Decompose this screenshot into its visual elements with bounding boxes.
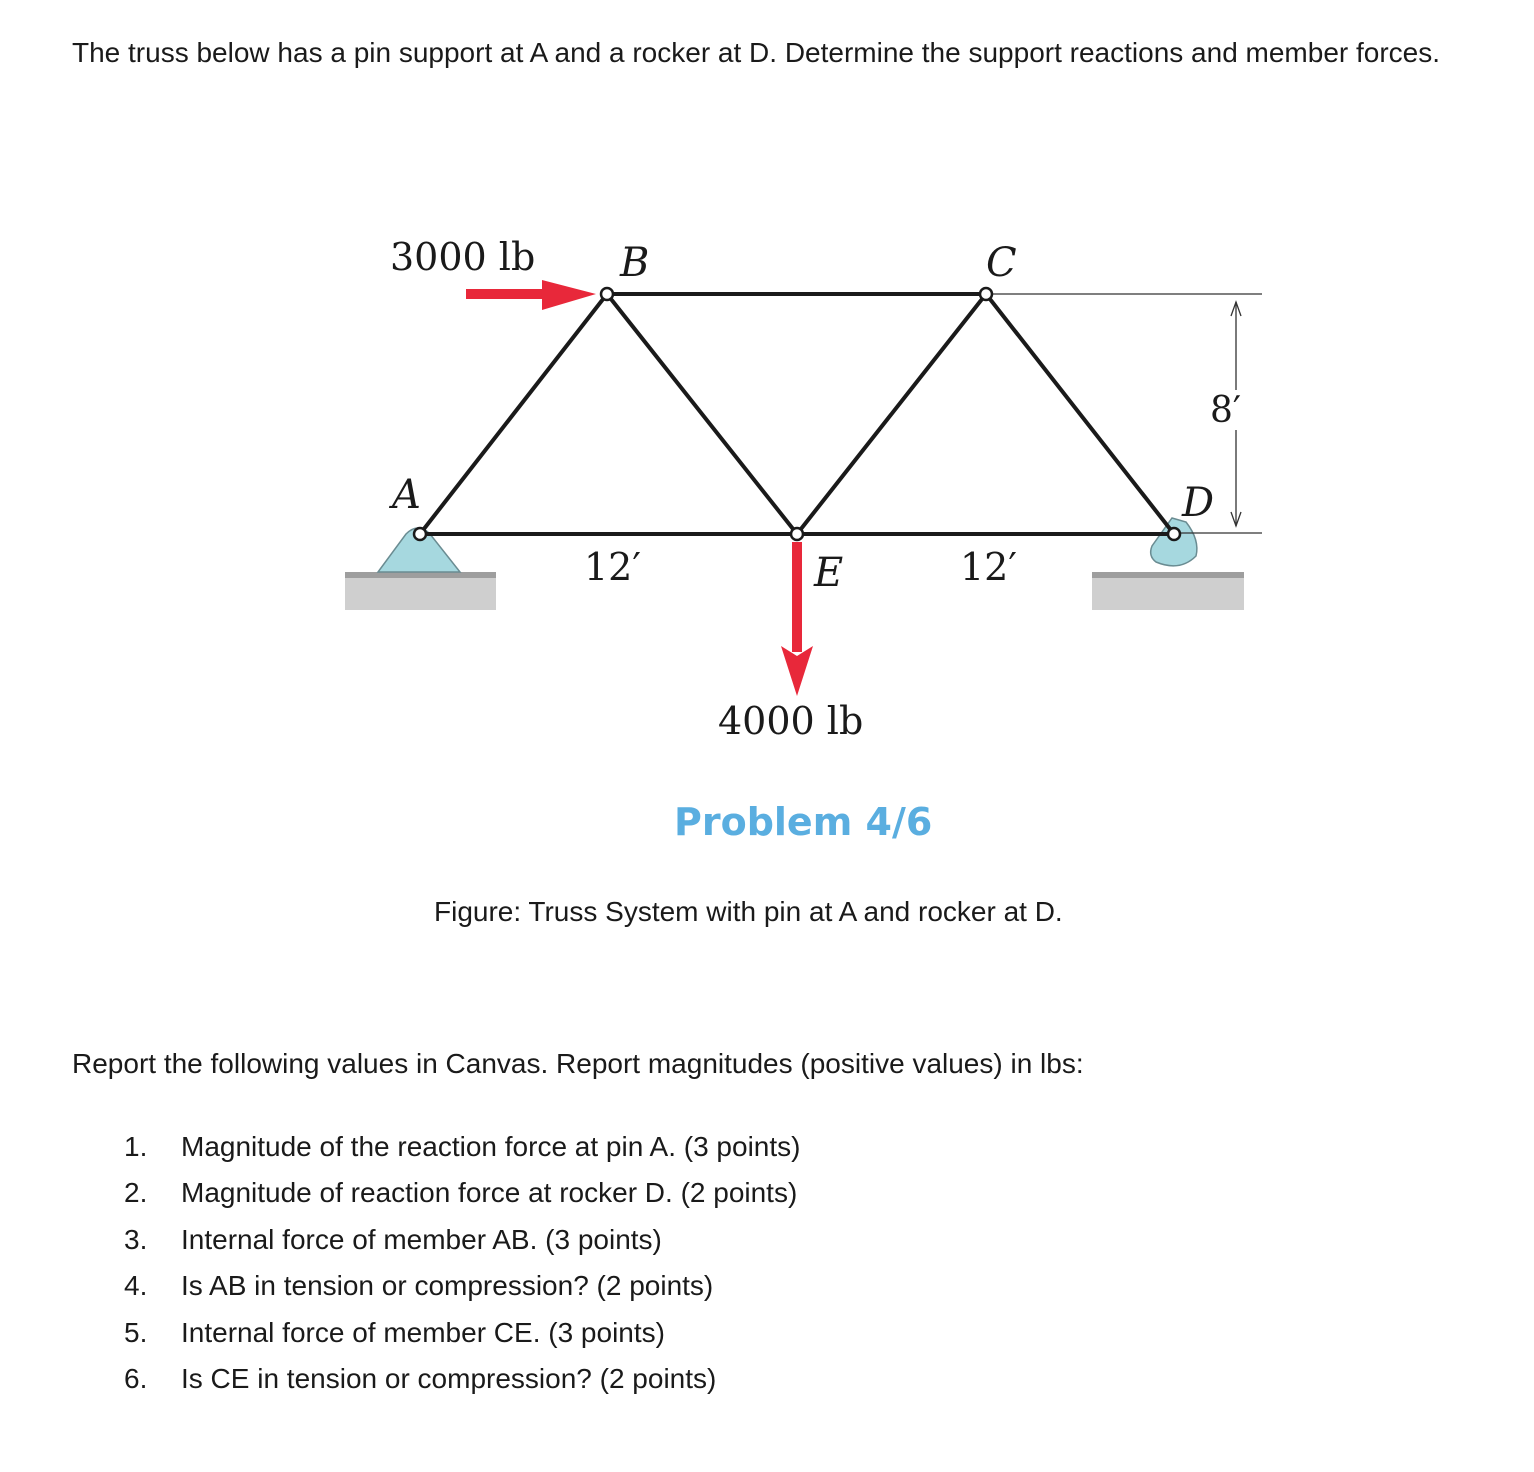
question-text: Internal force of member AB. (3 points) (181, 1223, 662, 1255)
question-number: 1. (124, 1131, 148, 1162)
load-label-horizontal: 3000 lb (390, 235, 536, 279)
question-number: 5. (124, 1316, 148, 1348)
height-label: 8′ (1210, 390, 1242, 431)
question-item (124, 1170, 800, 1216)
span-label-left: 12′ (584, 545, 641, 589)
truss-members (420, 294, 1174, 534)
member-be (607, 294, 797, 534)
joint-b (601, 288, 613, 300)
problem-statement: The truss below has a pin support at A and a rocker at D. Determine the support reactions and member forces. (72, 37, 1441, 68)
member-ce (797, 294, 986, 534)
question-text: Magnitude of the reaction force at pin A. (3 points) (181, 1131, 801, 1162)
member-cd (986, 294, 1174, 534)
question-number: 4. (124, 1270, 148, 1302)
node-label-d: D (1182, 480, 1215, 526)
question-item (124, 1124, 800, 1170)
truss-joints (414, 288, 1180, 540)
question-item (124, 1310, 800, 1356)
ground-right (1092, 572, 1244, 610)
question-list (124, 1124, 800, 1402)
load-arrow-vertical (781, 542, 813, 696)
question-number: 2. (124, 1177, 148, 1209)
question-number: 3. (124, 1223, 148, 1255)
load-arrow-horizontal (466, 280, 596, 310)
report-instructions: Report the following values in Canvas. Report magnitudes (positive values) in lbs: (72, 1048, 1084, 1079)
ground-left (345, 572, 496, 610)
joint-a (414, 528, 426, 540)
question-item (124, 1263, 800, 1309)
joint-c (980, 288, 992, 300)
node-label-c: C (986, 240, 1017, 286)
question-item (124, 1217, 800, 1263)
node-label-e: E (814, 550, 844, 596)
span-label-right: 12′ (960, 545, 1017, 589)
question-text: Internal force of member CE. (3 points) (181, 1316, 665, 1348)
question-text: Is AB in tension or compression? (2 points) (181, 1270, 714, 1302)
joint-d (1168, 528, 1180, 540)
problem-number-label: Problem 4/6 (674, 800, 933, 844)
member-ab (420, 294, 607, 534)
node-label-a: A (392, 472, 421, 518)
joint-e (791, 528, 803, 540)
node-label-b: B (620, 240, 650, 286)
load-label-vertical: 4000 lb (718, 699, 864, 743)
figure-caption: Figure: Truss System with pin at A and rocker at D. (434, 896, 1063, 927)
question-text: Magnitude of reaction force at rocker D. (2 points) (181, 1177, 798, 1209)
question-number: 6. (124, 1362, 148, 1394)
question-text: Is CE in tension or compression? (2 points) (181, 1362, 717, 1394)
question-item (124, 1356, 800, 1402)
